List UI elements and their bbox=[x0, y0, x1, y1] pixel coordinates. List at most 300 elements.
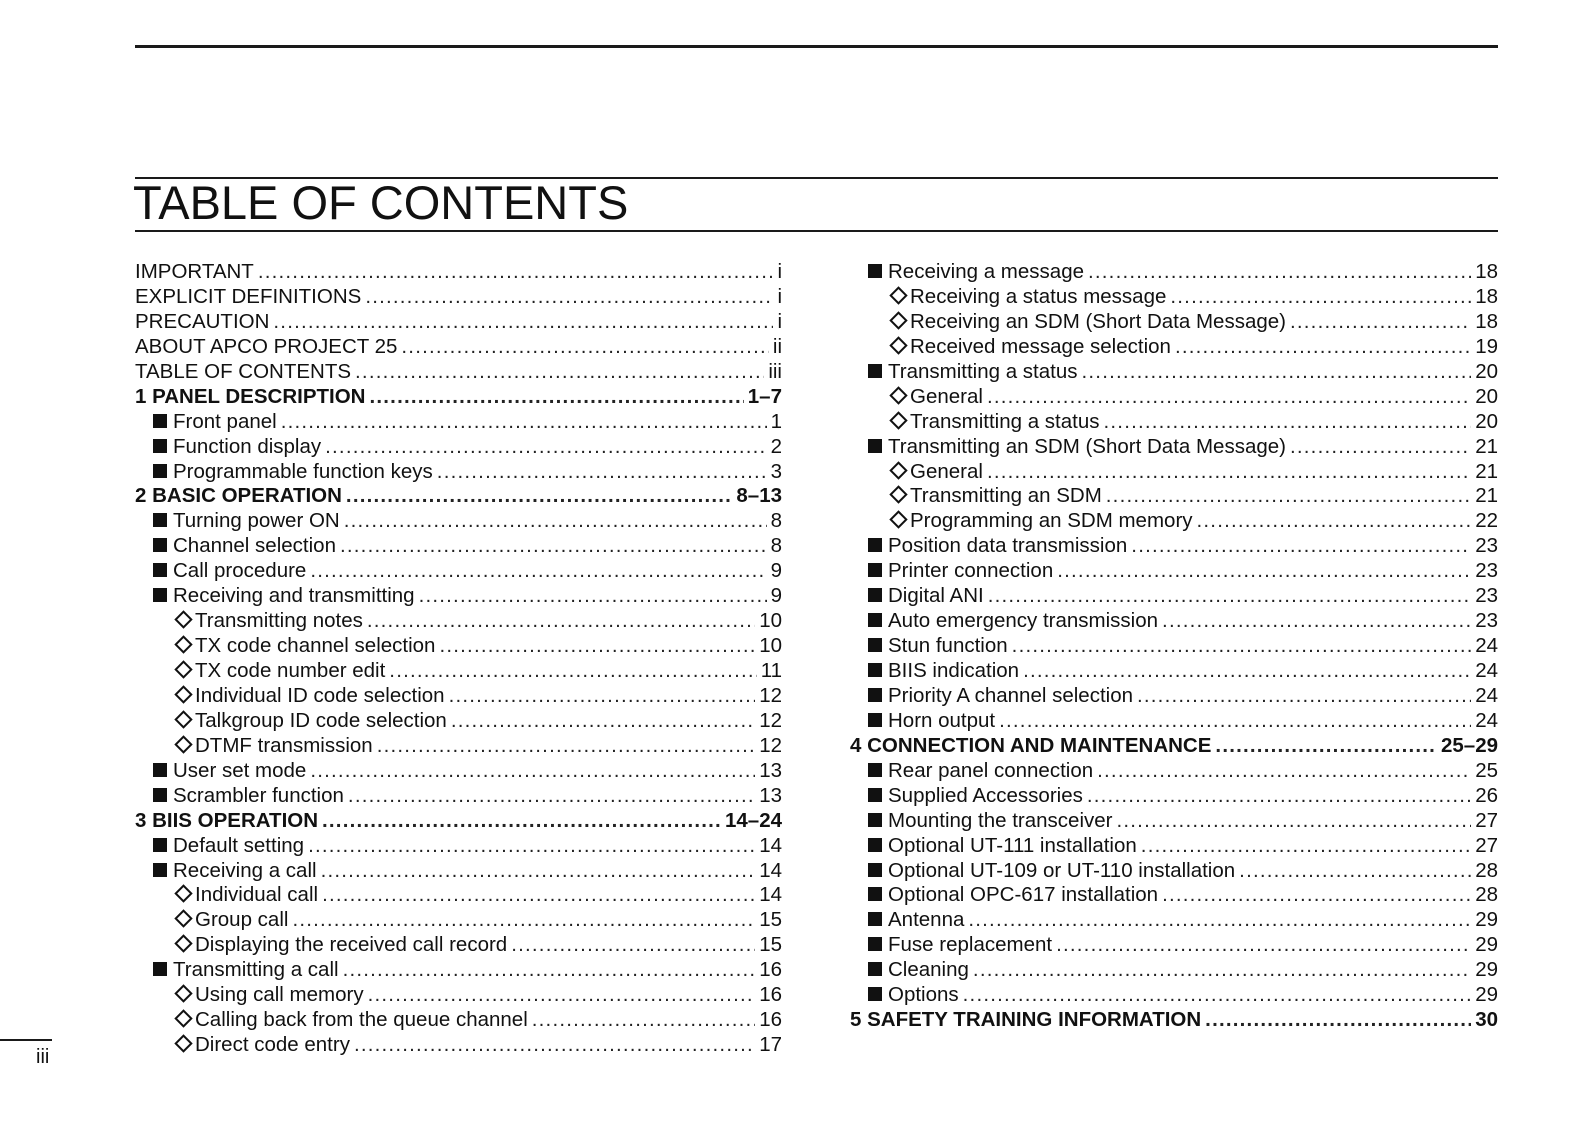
toc-entry-title: Group call bbox=[195, 908, 289, 932]
dot-leader bbox=[1116, 809, 1471, 834]
toc-entry[interactable] bbox=[850, 484, 1498, 509]
toc-entry[interactable] bbox=[135, 709, 782, 734]
toc-entry-page: 13 bbox=[759, 783, 782, 807]
dot-leader bbox=[1012, 634, 1472, 659]
toc-entry-title: Channel selection bbox=[173, 534, 336, 558]
toc-entry-page: 19 bbox=[1475, 334, 1498, 358]
toc-entry-title: Receiving an SDM (Short Data Message) bbox=[910, 309, 1286, 333]
dot-leader bbox=[322, 883, 755, 908]
toc-entry[interactable] bbox=[850, 709, 1498, 734]
dot-leader bbox=[1215, 734, 1437, 759]
dot-leader bbox=[340, 534, 767, 559]
toc-entry-title: Default setting bbox=[173, 833, 305, 857]
toc-entry-title: ABOUT APCO PROJECT 25 bbox=[135, 334, 398, 358]
toc-entry-title: Options bbox=[888, 983, 959, 1007]
toc-entry-page: 24 bbox=[1475, 634, 1498, 658]
toc-entry[interactable] bbox=[850, 908, 1498, 933]
dot-leader bbox=[281, 410, 767, 435]
toc-entry-title: Transmitting a status bbox=[910, 409, 1100, 433]
toc-entry-title: Optional UT-111 installation bbox=[888, 833, 1137, 857]
toc-entry-page: 24 bbox=[1475, 708, 1498, 732]
dot-leader bbox=[369, 385, 743, 410]
dot-leader bbox=[1170, 285, 1471, 310]
dot-leader bbox=[348, 784, 755, 809]
dot-leader bbox=[325, 435, 766, 460]
toc-entry[interactable] bbox=[850, 933, 1498, 958]
square-bullet-icon bbox=[868, 638, 882, 652]
toc-entry-page: 3 bbox=[770, 459, 782, 483]
dot-leader bbox=[1290, 435, 1471, 460]
toc-entry-page: 23 bbox=[1475, 584, 1498, 608]
toc-entry-title: Transmitting an SDM bbox=[910, 484, 1102, 508]
toc-entry[interactable] bbox=[135, 883, 782, 908]
toc-entry[interactable] bbox=[850, 460, 1498, 485]
toc-entry-page: 9 bbox=[770, 584, 782, 608]
toc-entry-page: 24 bbox=[1475, 659, 1498, 682]
dot-leader bbox=[377, 734, 756, 759]
toc-entry-page: 14–24 bbox=[724, 808, 782, 832]
toc-entry-title: Priority A channel selection bbox=[888, 683, 1133, 707]
toc-entry-page: 1 bbox=[770, 409, 782, 433]
square-bullet-icon bbox=[868, 987, 882, 1001]
square-bullet-icon bbox=[153, 788, 167, 802]
toc-entry-title: User set mode bbox=[173, 758, 307, 782]
diamond-bullet-icon bbox=[174, 984, 192, 1002]
toc-entry-page: 16 bbox=[759, 958, 782, 982]
toc-chapter-entry[interactable] bbox=[135, 484, 782, 509]
toc-entry-page: i bbox=[777, 260, 782, 283]
toc-entry[interactable] bbox=[850, 958, 1498, 983]
toc-entry-title: Using call memory bbox=[195, 983, 364, 1007]
toc-entry[interactable] bbox=[135, 684, 782, 709]
toc-entry-title: 1 PANEL DESCRIPTION bbox=[135, 384, 366, 408]
toc-entry-page: 18 bbox=[1475, 284, 1498, 308]
toc-entry-page: 2 bbox=[770, 434, 782, 458]
dot-leader bbox=[419, 584, 767, 609]
square-bullet-icon bbox=[153, 538, 167, 552]
toc-entry[interactable] bbox=[850, 285, 1498, 310]
toc-entry-page: 24 bbox=[1475, 683, 1498, 707]
toc-entry-title: 4 CONNECTION AND MAINTENANCE bbox=[850, 733, 1212, 757]
square-bullet-icon bbox=[868, 613, 882, 627]
square-bullet-icon bbox=[868, 663, 882, 677]
diamond-bullet-icon bbox=[174, 735, 192, 753]
square-bullet-icon bbox=[868, 713, 882, 727]
toc-entry-page: 29 bbox=[1475, 983, 1498, 1007]
square-bullet-icon bbox=[153, 439, 167, 453]
toc-entry[interactable] bbox=[135, 659, 782, 684]
toc-entry-page: 18 bbox=[1475, 309, 1498, 333]
dot-leader bbox=[354, 1033, 755, 1058]
toc-entry[interactable] bbox=[135, 335, 782, 360]
dot-leader bbox=[439, 634, 755, 659]
dot-leader bbox=[511, 933, 755, 958]
toc-entry[interactable] bbox=[850, 360, 1498, 385]
toc-entry-page: 27 bbox=[1475, 833, 1498, 857]
toc-entry-page: 20 bbox=[1475, 359, 1498, 383]
dot-leader bbox=[1088, 260, 1471, 285]
toc-entry[interactable] bbox=[850, 310, 1498, 335]
toc-entry-page: 10 bbox=[759, 609, 782, 633]
toc-entry-title: Received message selection bbox=[910, 334, 1171, 358]
dot-leader bbox=[437, 460, 767, 485]
square-bullet-icon bbox=[868, 813, 882, 827]
toc-entry[interactable] bbox=[850, 983, 1498, 1008]
toc-entry-page: 23 bbox=[1475, 534, 1498, 558]
toc-left-column bbox=[135, 260, 782, 1058]
toc-chapter-entry[interactable] bbox=[135, 809, 782, 834]
toc-entry[interactable] bbox=[850, 809, 1498, 834]
toc-entry-title: Transmitting an SDM (Short Data Message) bbox=[888, 434, 1286, 458]
toc-entry-title: TABLE OF CONTENTS bbox=[135, 359, 352, 383]
toc-entry-page: 20 bbox=[1475, 384, 1498, 408]
toc-entry[interactable] bbox=[135, 460, 782, 485]
dot-leader bbox=[1131, 534, 1471, 559]
dot-leader bbox=[988, 584, 1471, 609]
toc-entry[interactable] bbox=[850, 534, 1498, 559]
toc-entry-title: Receiving a status message bbox=[910, 284, 1167, 308]
page-number: iii bbox=[36, 1046, 50, 1068]
toc-entry-page: 29 bbox=[1475, 908, 1498, 932]
diamond-bullet-icon bbox=[889, 336, 907, 354]
footer-rule bbox=[0, 1039, 52, 1041]
square-bullet-icon bbox=[868, 563, 882, 577]
toc-entry-title: Direct code entry bbox=[195, 1033, 350, 1057]
toc-entry-page: 18 bbox=[1475, 260, 1498, 283]
toc-entry-page: 14 bbox=[759, 883, 782, 907]
toc-entry[interactable] bbox=[135, 260, 782, 285]
toc-entry-page: i bbox=[777, 309, 782, 333]
diamond-bullet-icon bbox=[889, 411, 907, 429]
toc-entry-page: 16 bbox=[759, 1008, 782, 1032]
toc-entry-page: 29 bbox=[1475, 933, 1498, 957]
diamond-bullet-icon bbox=[174, 1034, 192, 1052]
toc-entry[interactable] bbox=[135, 1033, 782, 1058]
square-bullet-icon bbox=[153, 838, 167, 852]
dot-leader bbox=[1197, 509, 1472, 534]
square-bullet-icon bbox=[153, 563, 167, 577]
toc-entry-title: Stun function bbox=[888, 634, 1008, 658]
dot-leader bbox=[346, 484, 732, 509]
toc-entry-page: 25 bbox=[1475, 758, 1498, 782]
diamond-bullet-icon bbox=[174, 710, 192, 728]
toc-entry-title: Talkgroup ID code selection bbox=[195, 708, 447, 732]
toc-entry-page: 17 bbox=[759, 1033, 782, 1057]
toc-entry[interactable] bbox=[135, 983, 782, 1008]
dot-leader bbox=[1106, 484, 1471, 509]
toc-entry-title: BIIS indication bbox=[888, 659, 1020, 682]
dot-leader bbox=[389, 659, 756, 684]
toc-entry-page: 1–7 bbox=[747, 384, 782, 408]
toc-entry-title: TX code number edit bbox=[195, 659, 386, 682]
toc-entry-page: 14 bbox=[759, 858, 782, 882]
toc-entry-page: 28 bbox=[1475, 883, 1498, 907]
toc-entry-page: 8–13 bbox=[736, 484, 782, 508]
toc-entry[interactable] bbox=[850, 859, 1498, 884]
toc-entry-page: 15 bbox=[759, 933, 782, 957]
toc-entry-title: DTMF transmission bbox=[195, 733, 373, 757]
toc-entry-title: Digital ANI bbox=[888, 584, 984, 608]
toc-entry[interactable] bbox=[135, 584, 782, 609]
square-bullet-icon bbox=[868, 788, 882, 802]
diamond-bullet-icon bbox=[889, 461, 907, 479]
square-bullet-icon bbox=[868, 538, 882, 552]
square-bullet-icon bbox=[153, 414, 167, 428]
toc-entry[interactable] bbox=[850, 759, 1498, 784]
toc-entry[interactable] bbox=[135, 534, 782, 559]
toc-entry[interactable] bbox=[850, 410, 1498, 435]
dot-leader bbox=[310, 759, 755, 784]
dot-leader bbox=[1087, 784, 1471, 809]
toc-entry[interactable] bbox=[850, 509, 1498, 534]
dot-leader bbox=[1097, 759, 1471, 784]
toc-entry-page: i bbox=[777, 284, 782, 308]
toc-entry-title: Optional OPC-617 installation bbox=[888, 883, 1159, 907]
toc-entry[interactable] bbox=[135, 435, 782, 460]
dot-leader bbox=[1082, 360, 1472, 385]
toc-entry[interactable] bbox=[135, 559, 782, 584]
toc-entry[interactable] bbox=[850, 784, 1498, 809]
square-bullet-icon bbox=[868, 912, 882, 926]
toc-entry-page: 15 bbox=[759, 908, 782, 932]
toc-entry[interactable] bbox=[135, 609, 782, 634]
square-bullet-icon bbox=[153, 513, 167, 527]
toc-entry-page: 27 bbox=[1475, 808, 1498, 832]
toc-entry-title: Displaying the received call record bbox=[195, 933, 508, 957]
diamond-bullet-icon bbox=[889, 486, 907, 504]
dot-leader bbox=[292, 908, 755, 933]
toc-entry-title: Programming an SDM memory bbox=[910, 509, 1193, 533]
toc-entry[interactable] bbox=[135, 285, 782, 310]
toc-entry-title: Optional UT-109 or UT-110 installation bbox=[888, 858, 1236, 882]
toc-entry-title: Rear panel connection bbox=[888, 758, 1094, 782]
toc-entry[interactable] bbox=[135, 310, 782, 335]
dot-leader bbox=[321, 859, 756, 884]
toc-entry[interactable] bbox=[850, 335, 1498, 360]
dot-leader bbox=[1175, 335, 1471, 360]
diamond-bullet-icon bbox=[174, 635, 192, 653]
header-rule bbox=[135, 45, 1498, 48]
toc-entry-page: 26 bbox=[1475, 783, 1498, 807]
toc-entry-title: Receiving and transmitting bbox=[173, 584, 415, 608]
dot-leader bbox=[1137, 684, 1471, 709]
toc-entry[interactable] bbox=[850, 634, 1498, 659]
toc-chapter-entry[interactable] bbox=[850, 1008, 1498, 1033]
dot-leader bbox=[1141, 834, 1471, 859]
dot-leader bbox=[1104, 410, 1472, 435]
toc-entry-page: 20 bbox=[1475, 409, 1498, 433]
toc-entry-page: 8 bbox=[770, 509, 782, 533]
dot-leader bbox=[1162, 609, 1471, 634]
toc-entry-title: Fuse replacement bbox=[888, 933, 1053, 957]
toc-entry[interactable] bbox=[850, 883, 1498, 908]
toc-entry-title: Programmable function keys bbox=[173, 459, 433, 483]
toc-entry-page: 13 bbox=[759, 758, 782, 782]
toc-entry-title: EXPLICIT DEFINITIONS bbox=[135, 284, 362, 308]
dot-leader bbox=[401, 335, 768, 360]
toc-entry[interactable] bbox=[135, 734, 782, 759]
square-bullet-icon bbox=[868, 439, 882, 453]
diamond-bullet-icon bbox=[889, 386, 907, 404]
toc-entry-title: Auto emergency transmission bbox=[888, 609, 1159, 633]
dot-leader bbox=[343, 958, 756, 983]
toc-entry[interactable] bbox=[850, 559, 1498, 584]
dot-leader bbox=[322, 809, 721, 834]
dot-leader bbox=[310, 559, 766, 584]
toc-entry-page: 22 bbox=[1475, 509, 1498, 533]
diamond-bullet-icon bbox=[174, 935, 192, 953]
page-title: TABLE OF CONTENTS bbox=[133, 176, 629, 229]
toc-entry[interactable] bbox=[135, 784, 782, 809]
toc-entry-title: Scrambler function bbox=[173, 783, 344, 807]
dot-leader bbox=[449, 684, 756, 709]
toc-entry-title: TX code channel selection bbox=[195, 634, 436, 658]
toc-entry-title: Horn output bbox=[888, 708, 996, 732]
toc-entry-title: 2 BASIC OPERATION bbox=[135, 484, 342, 508]
square-bullet-icon bbox=[153, 588, 167, 602]
square-bullet-icon bbox=[868, 688, 882, 702]
dot-leader bbox=[973, 958, 1471, 983]
toc-entry-title: IMPORTANT bbox=[135, 260, 254, 283]
toc-entry-title: Receiving a message bbox=[888, 260, 1084, 283]
toc-entry-page: 23 bbox=[1475, 609, 1498, 633]
dot-leader bbox=[1239, 859, 1471, 884]
square-bullet-icon bbox=[868, 838, 882, 852]
toc-entry[interactable] bbox=[135, 634, 782, 659]
square-bullet-icon bbox=[868, 937, 882, 951]
diamond-bullet-icon bbox=[889, 311, 907, 329]
toc-entry-page: 9 bbox=[770, 559, 782, 583]
square-bullet-icon bbox=[868, 863, 882, 877]
dot-leader bbox=[1205, 1008, 1471, 1033]
toc-entry-title: Printer connection bbox=[888, 559, 1054, 583]
toc-entry-title: Receiving a call bbox=[173, 858, 317, 882]
toc-entry-page: 8 bbox=[770, 534, 782, 558]
title-rule-bottom bbox=[135, 230, 1498, 232]
toc-entry-title: Cleaning bbox=[888, 958, 969, 982]
toc-entry[interactable] bbox=[850, 435, 1498, 460]
toc-entry-title: Front panel bbox=[173, 409, 277, 433]
square-bullet-icon bbox=[153, 863, 167, 877]
toc-entry-page: 12 bbox=[759, 708, 782, 732]
toc-entry-title: 3 BIIS OPERATION bbox=[135, 808, 319, 832]
dot-leader bbox=[987, 460, 1471, 485]
toc-entry-title: Transmitting a call bbox=[173, 958, 339, 982]
toc-entry-page: 12 bbox=[759, 733, 782, 757]
toc-entry-page: 12 bbox=[759, 683, 782, 707]
square-bullet-icon bbox=[868, 887, 882, 901]
dot-leader bbox=[308, 834, 755, 859]
dot-leader bbox=[344, 509, 767, 534]
toc-entry-page: 10 bbox=[759, 634, 782, 658]
toc-chapter-entry[interactable] bbox=[850, 734, 1498, 759]
toc-entry[interactable] bbox=[850, 385, 1498, 410]
diamond-bullet-icon bbox=[889, 286, 907, 304]
toc-entry-title: Individual ID code selection bbox=[195, 683, 445, 707]
toc-entry-page: iii bbox=[768, 359, 782, 383]
toc-entry-title: Turning power ON bbox=[173, 509, 340, 533]
toc-entry-title: Transmitting a status bbox=[888, 359, 1078, 383]
dot-leader bbox=[968, 908, 1471, 933]
toc-entry-title: General bbox=[910, 384, 983, 408]
toc-entry-title: Call procedure bbox=[173, 559, 307, 583]
toc-entry-title: General bbox=[910, 459, 983, 483]
square-bullet-icon bbox=[153, 763, 167, 777]
toc-entry[interactable] bbox=[135, 933, 782, 958]
toc-entry-page: 25–29 bbox=[1440, 733, 1498, 757]
square-bullet-icon bbox=[868, 763, 882, 777]
toc-entry-title: 5 SAFETY TRAINING INFORMATION bbox=[850, 1008, 1202, 1032]
dot-leader bbox=[532, 1008, 755, 1033]
dot-leader bbox=[1057, 559, 1471, 584]
toc-entry[interactable] bbox=[850, 609, 1498, 634]
toc-entry[interactable] bbox=[850, 260, 1498, 285]
toc-entry-page: 21 bbox=[1475, 484, 1498, 508]
square-bullet-icon bbox=[868, 264, 882, 278]
dot-leader bbox=[1023, 659, 1471, 684]
toc-entry-title: Individual call bbox=[195, 883, 319, 907]
toc-entry-page: ii bbox=[772, 334, 782, 358]
toc-entry-page: 16 bbox=[759, 983, 782, 1007]
diamond-bullet-icon bbox=[174, 1009, 192, 1027]
dot-leader bbox=[987, 385, 1471, 410]
toc-chapter-entry[interactable] bbox=[135, 385, 782, 410]
square-bullet-icon bbox=[868, 588, 882, 602]
diamond-bullet-icon bbox=[174, 685, 192, 703]
toc-entry[interactable] bbox=[135, 908, 782, 933]
toc-entry[interactable] bbox=[135, 509, 782, 534]
toc-entry[interactable] bbox=[850, 584, 1498, 609]
toc-entry-page: 28 bbox=[1475, 858, 1498, 882]
dot-leader bbox=[258, 260, 774, 285]
dot-leader bbox=[999, 709, 1471, 734]
diamond-bullet-icon bbox=[174, 610, 192, 628]
toc-entry-page: 30 bbox=[1475, 1008, 1498, 1032]
toc-entry[interactable] bbox=[850, 684, 1498, 709]
toc-entry[interactable] bbox=[135, 834, 782, 859]
dot-leader bbox=[963, 983, 1472, 1008]
square-bullet-icon bbox=[868, 962, 882, 976]
dot-leader bbox=[367, 609, 755, 634]
toc-entry[interactable] bbox=[135, 1008, 782, 1033]
toc-entry-page: 23 bbox=[1475, 559, 1498, 583]
toc-entry[interactable] bbox=[135, 859, 782, 884]
dot-leader bbox=[1290, 310, 1471, 335]
diamond-bullet-icon bbox=[174, 660, 192, 678]
toc-entry[interactable] bbox=[850, 659, 1498, 684]
toc-entry[interactable] bbox=[135, 410, 782, 435]
toc-entry-title: Antenna bbox=[888, 908, 965, 932]
square-bullet-icon bbox=[153, 464, 167, 478]
toc-entry[interactable] bbox=[135, 759, 782, 784]
toc-entry[interactable] bbox=[850, 834, 1498, 859]
toc-entry-page: 21 bbox=[1475, 434, 1498, 458]
toc-entry-title: Calling back from the queue channel bbox=[195, 1008, 528, 1032]
toc-entry-title: Supplied Accessories bbox=[888, 783, 1083, 807]
dot-leader bbox=[451, 709, 755, 734]
toc-entry-title: Transmitting notes bbox=[195, 609, 363, 633]
toc-entry-page: 29 bbox=[1475, 958, 1498, 982]
toc-entry-page: 21 bbox=[1475, 459, 1498, 483]
square-bullet-icon bbox=[153, 962, 167, 976]
diamond-bullet-icon bbox=[889, 511, 907, 529]
dot-leader bbox=[273, 310, 773, 335]
dot-leader bbox=[1056, 933, 1471, 958]
dot-leader bbox=[1162, 883, 1471, 908]
toc-entry[interactable] bbox=[135, 360, 782, 385]
toc-entry-title: PRECAUTION bbox=[135, 309, 270, 333]
toc-entry[interactable] bbox=[135, 958, 782, 983]
